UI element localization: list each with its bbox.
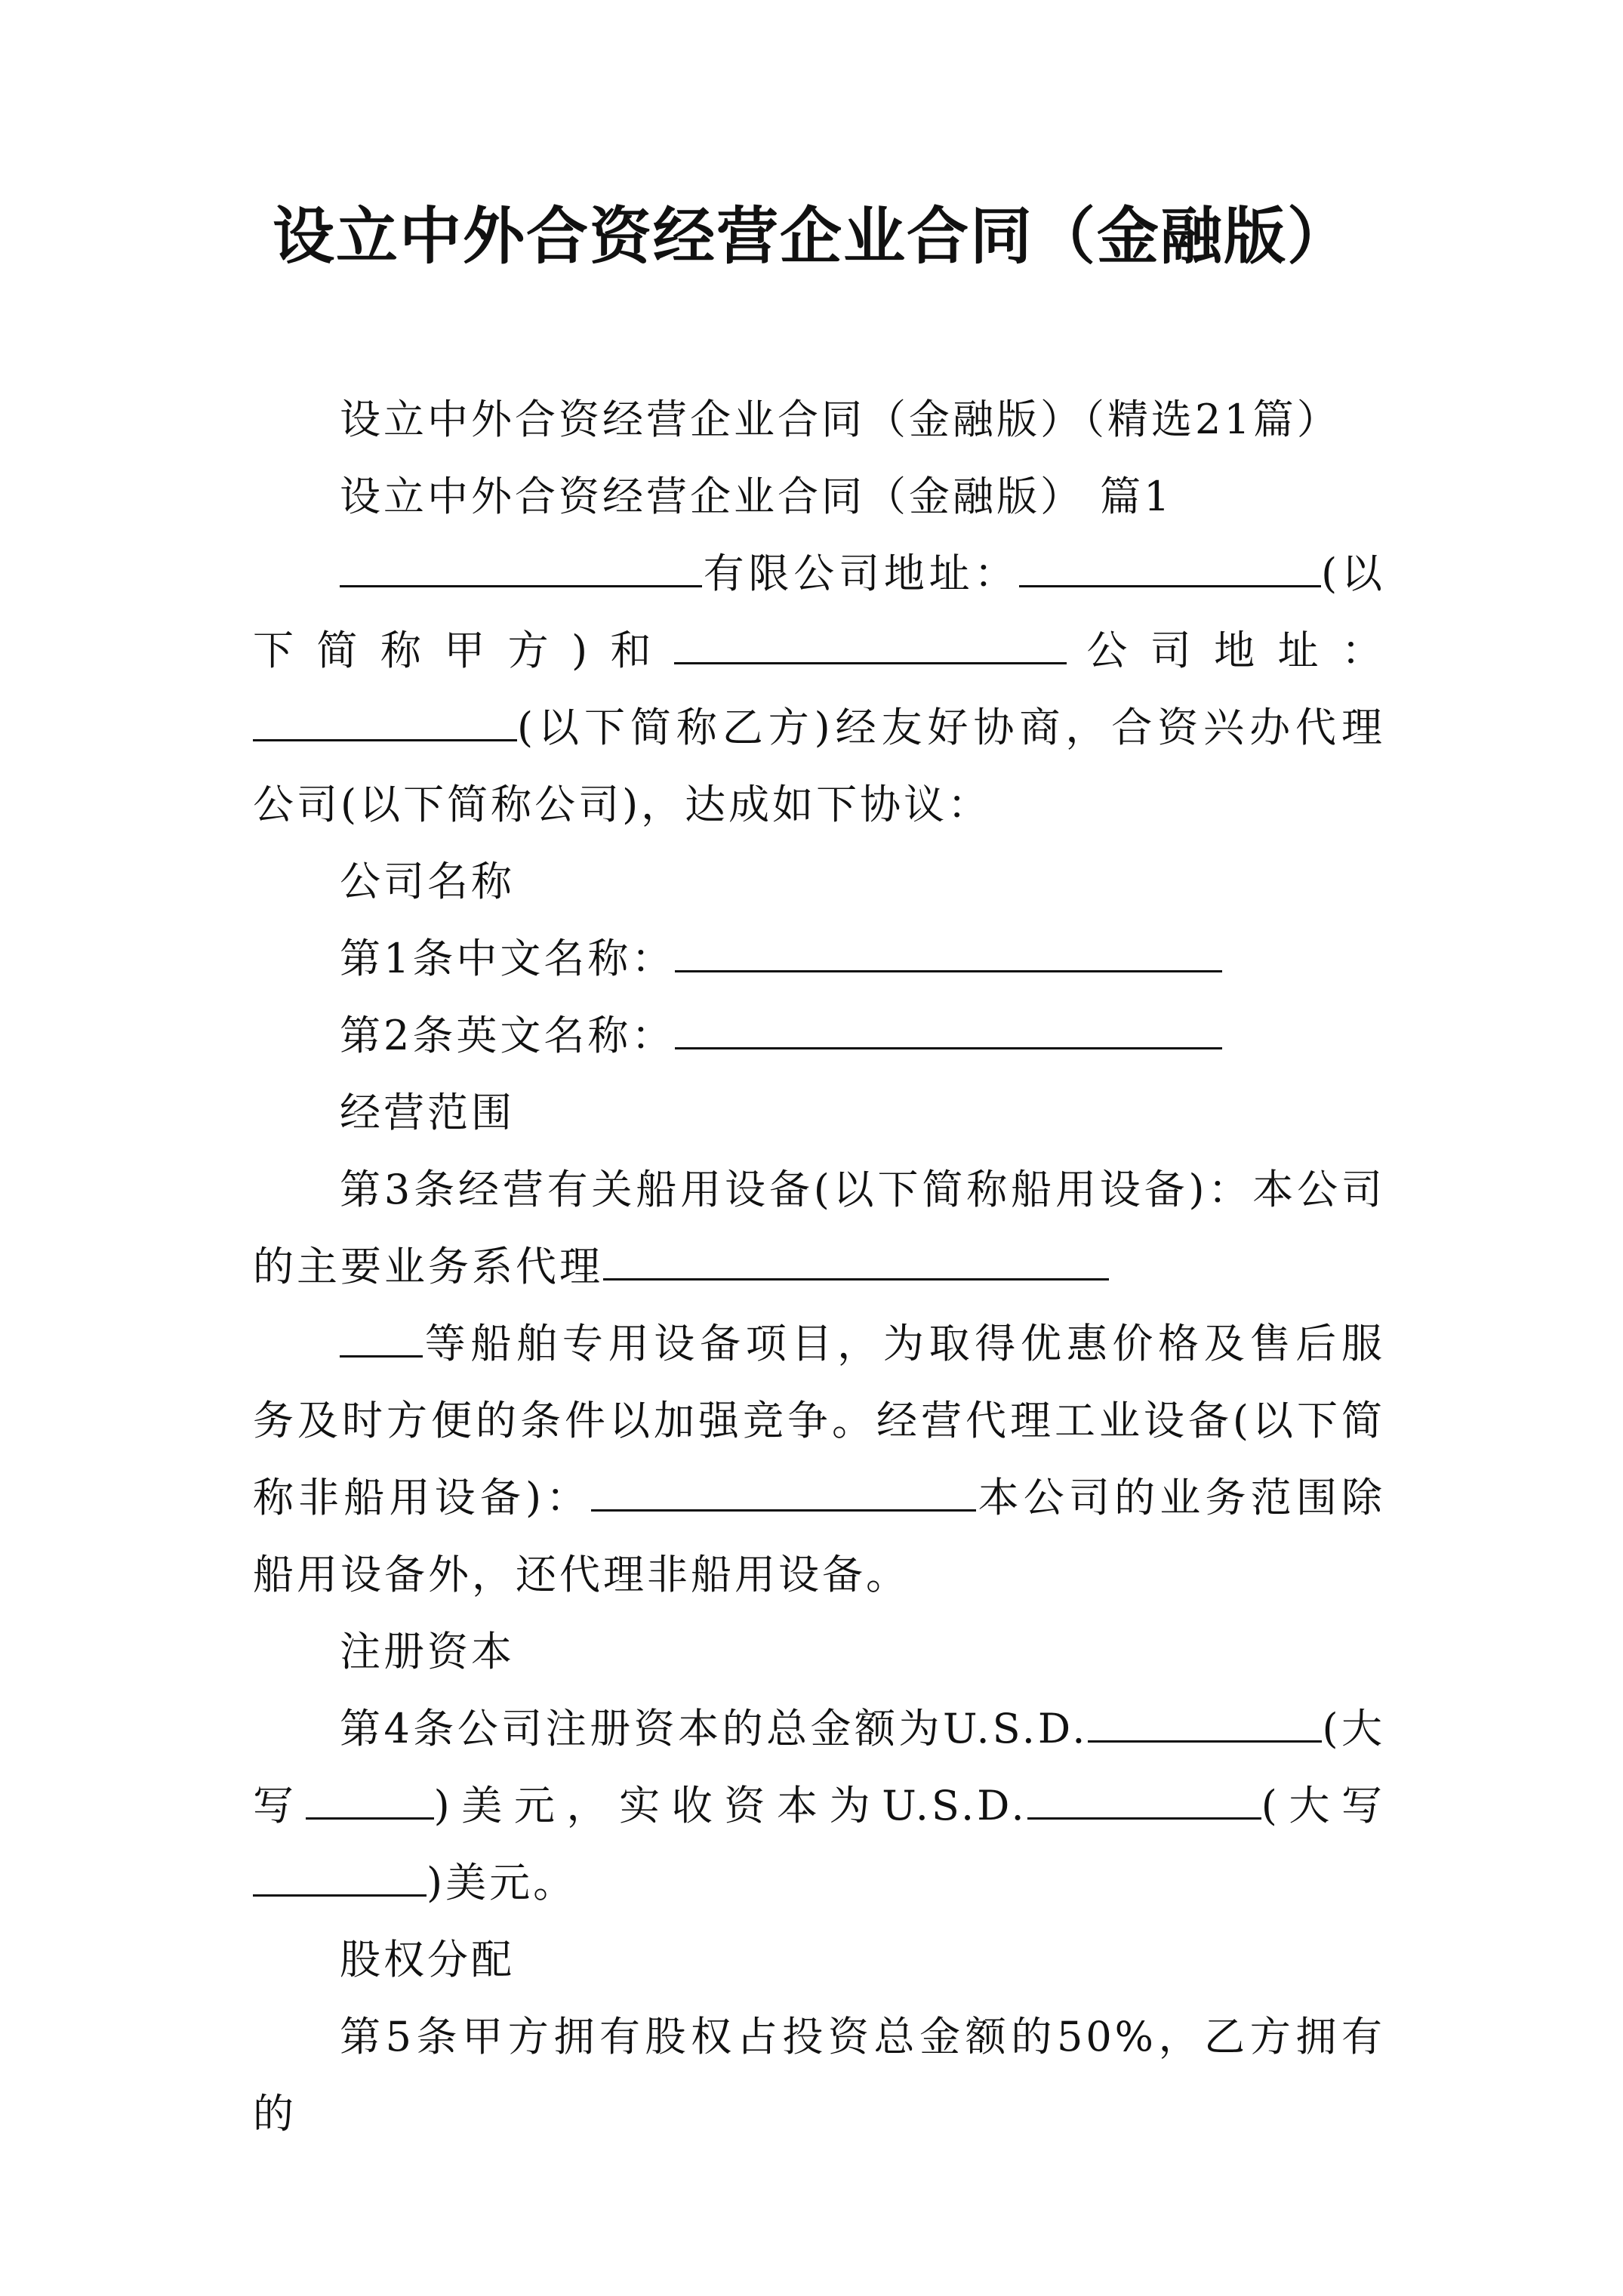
blank-line — [340, 1317, 423, 1358]
page-title: 设立中外合资经营企业合同（金融版） — [272, 200, 1350, 273]
article-3-continued: 等船舶专用设备项目，为取得优惠价格及售后服务及时方便的条件以加强竞争。经营代理工业设备(以下简称非船用设备)： 本公司的业务范围除船用设备外，还代理非船用设备。 — [253, 1305, 1385, 1613]
section-heading-registered-capital: 注册资本 — [340, 1628, 515, 1675]
blank-line — [1088, 1702, 1322, 1743]
blank-line — [306, 1779, 434, 1820]
blank-line — [591, 1471, 976, 1512]
article-1: 第1条中文名称： — [253, 920, 1385, 997]
document-body — [253, 381, 1385, 2153]
blank-line — [340, 547, 702, 587]
paragraph-parties: 有限公司地址： (以下简称甲方)和 公司地址：(以下简称乙方)经友好协商，合资兴办代理公司(以下简称公司)，达成如下协议： — [253, 535, 1385, 843]
blank-line — [1027, 1779, 1261, 1820]
blank-line — [675, 932, 1222, 972]
section-heading-business-scope: 经营范围 — [340, 1089, 515, 1136]
blank-line — [253, 701, 517, 741]
paragraph-subtitle: 设立中外合资经营企业合同（金融版）（精选21篇） — [340, 396, 1341, 443]
blank-line — [1019, 547, 1321, 587]
blank-line — [253, 1856, 427, 1897]
article-2: 第2条英文名称： — [253, 997, 1385, 1074]
blank-line — [603, 1240, 1109, 1281]
section-heading-equity: 股权分配 — [340, 1936, 515, 1983]
article-4: 第4条公司注册资本的总金额为U.S.D. (大写 )美元，实收资本为U.S.D. (大写)美元。 — [253, 1690, 1385, 1922]
paragraph-chapter-heading: 设立中外合资经营企业合同（金融版） 篇1 — [340, 473, 1173, 520]
article-3: 第3条经营有关船用设备(以下简称船用设备)：本公司的主要业务系代理 — [253, 1166, 1385, 1290]
blank-line — [674, 624, 1067, 664]
blank-line — [675, 1009, 1222, 1049]
section-heading-company-name: 公司名称 — [340, 858, 515, 905]
article-5: 第5条甲方拥有股权占投资总金额的50%，乙方拥有的 — [253, 2013, 1385, 2137]
